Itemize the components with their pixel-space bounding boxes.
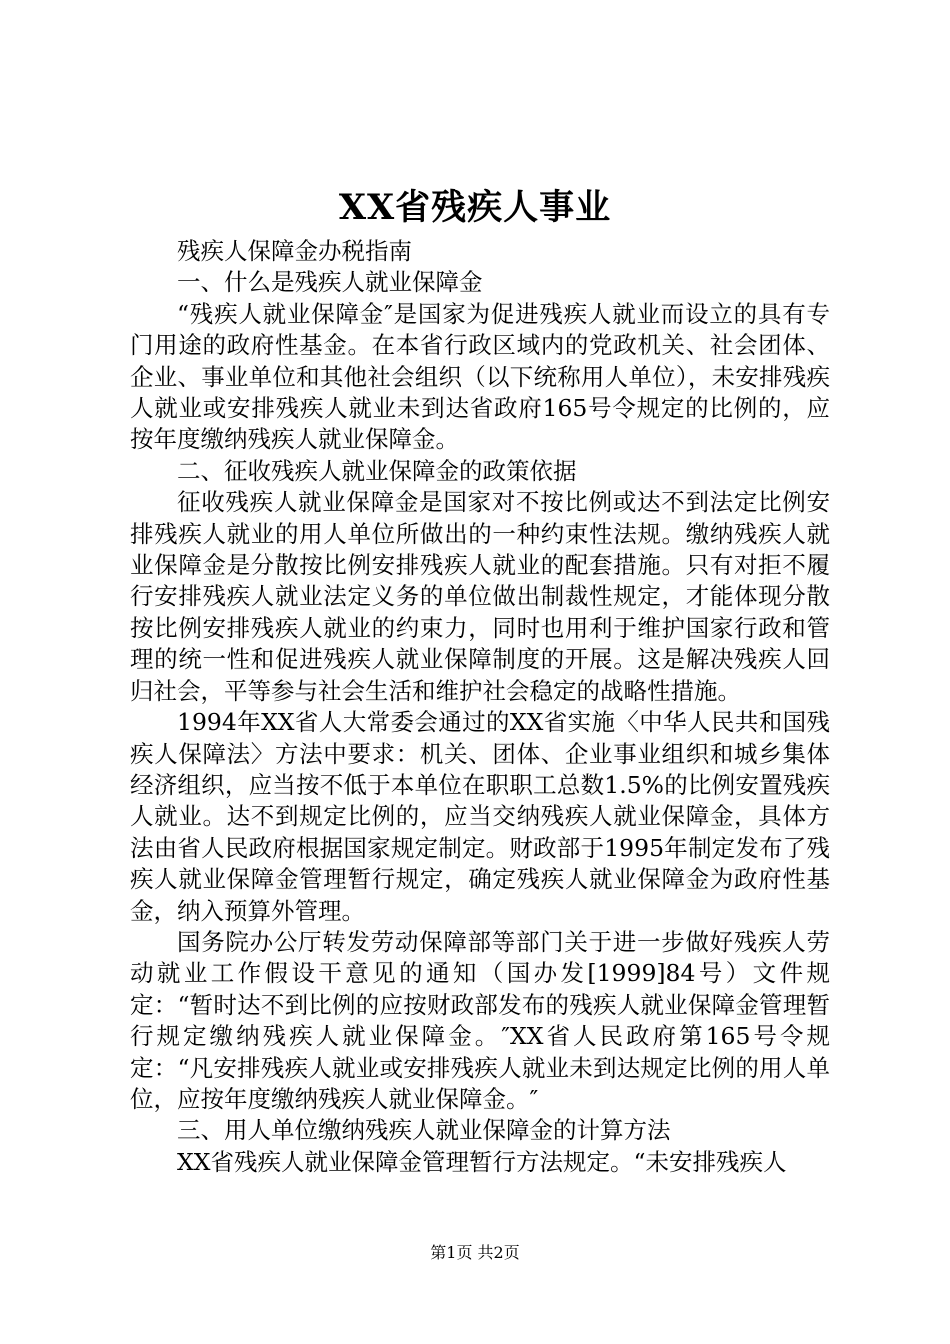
paragraph-heading-3: 三、用人单位缴纳残疾人就业保障金的计算方法: [177, 1116, 671, 1145]
paragraph-subtitle: 残疾人保障金办税指南: [177, 237, 412, 265]
paragraph-heading-1: 一、什么是残疾人就业保障金: [177, 268, 483, 297]
paragraph: XX省残疾人就业保障金管理暂行方法规定。“未安排残疾人: [177, 1147, 787, 1176]
paragraph: “残疾人就业保障金″是国家为促进残疾人就业而设立的具有专门用途的政府性基金。在本省行政区域内的党政机关、社会团体、企业、事业单位和其他社会组织（以下统称用人单位），未安排残疾人就业或安排残疾人就业未到达省政府165号令规定的比例的，应按年度缴纳残疾人就业保障金。: [130, 299, 830, 454]
paragraph-heading-2: 二、征收残疾人就业保障金的政策依据: [177, 456, 577, 485]
paragraph: 征收残疾人就业保障金是国家对不按比例或达不到法定比例安排残疾人就业的用人单位所做出的一种约束性法规。缴纳残疾人就业保障金是分散按比例安排残疾人就业的配套措施。只有对拒不履行安排残疾人就业法定义务的单位做出制裁性规定，才能体现分散按比例安排残疾人就业的约束力，同时也用利于维护国家行政和管理的统一性和促进残疾人就业保障制度的开展。这是解决残疾人回归社会，平等参与社会生活和维护社会稳定的战略性措施。: [130, 488, 830, 705]
paragraph: 1994年XX省人大常委会通过的XX省实施〈中华人民共和国残疾人保障法〉方法中要求：机关、团体、企业事业组织和城乡集体经济组织，应当按不低于本单位在职职工总数1.5%的比例安置残疾人就业。达不到规定比例的，应当交纳残疾人就业保障金，具体方法由省人民政府根据国家规定制定。财政部于1995年制定发布了残疾人就业保障金管理暂行规定，确定残疾人就业保障金为政府性基金，纳入预算外管理。: [130, 708, 830, 925]
page-number-footer: 第1页 共2页: [430, 1243, 520, 1262]
page-title: XX省残疾人事业: [338, 187, 612, 228]
paragraph: 国务院办公厅转发劳动保障部等部门关于进一步做好残疾人劳动就业工作假设干意见的通知（国办发[1999]84号）文件规定：“暂时达不到比例的应按财政部发布的残疾人就业保障金管理暂行规定缴纳残疾人就业保障金。″XX省人民政府第165号令规定：“凡安排残疾人就业或安排残疾人就业未到达规定比例的用人单位，应按年度缴纳残疾人就业保障金。″: [130, 927, 830, 1113]
document-body: [130, 236, 830, 1178]
